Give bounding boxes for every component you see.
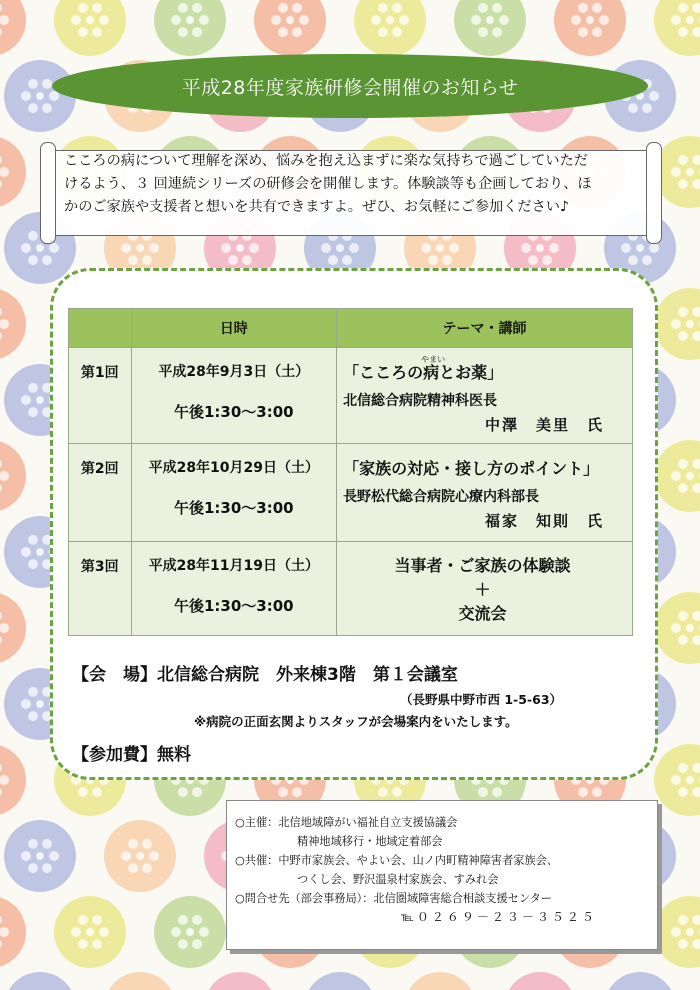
theme-title-post: とお薬」 (439, 363, 504, 382)
organizer-box (226, 800, 658, 950)
table-row (69, 542, 633, 636)
session-number: 第3回 (69, 542, 132, 636)
flower-circle-icon (4, 972, 76, 990)
cohost-names: 中野市家族会、やよい会、山ノ内町精神障害者家族会、 (278, 854, 559, 867)
theme-line: 当事者・ご家族の体験談 (394, 556, 571, 575)
flower-circle-icon (204, 972, 276, 990)
session-theme (337, 348, 633, 444)
session-theme (337, 542, 633, 636)
venue-address: （長野県中野市西 1-5-63） (400, 692, 563, 707)
session-time: 午後1:30～3:00 (174, 403, 294, 421)
flower-circle-icon (654, 288, 700, 360)
lecturer-affiliation: 長野松代総合病院心療内科部長 (343, 489, 540, 505)
lecturer-affiliation: 北信総合病院精神科医長 (343, 393, 498, 409)
flower-circle-icon (654, 896, 700, 968)
flower-circle-icon (104, 972, 176, 990)
flower-circle-icon (54, 0, 126, 56)
session-number: 第1回 (69, 348, 132, 444)
flower-circle-icon (654, 592, 700, 664)
table-row (69, 444, 633, 542)
flower-circle-icon (0, 896, 26, 968)
flower-circle-icon (0, 744, 26, 816)
contact-name: 北信圏域障害総合相談支援センター (373, 892, 552, 905)
ruby-reading: やまい (421, 355, 446, 364)
session-number: 第2回 (69, 444, 132, 542)
cohost-names-2: つくし会、野沢温泉村家族会、すみれ会 (297, 873, 499, 886)
flower-circle-icon (4, 60, 76, 132)
venue-line: 【会 場】北信総合病院 外来棟3階 第１会議室 (72, 665, 458, 685)
flower-circle-icon (654, 744, 700, 816)
flower-circle-icon (404, 972, 476, 990)
flower-circle-icon (554, 0, 626, 56)
intro-line: けるよう、３ 回連続シリーズの研修会を開催します。体験談等も企画しており、ほ (64, 176, 592, 192)
cohost-label: ○共催： (235, 854, 279, 867)
session-datetime (131, 444, 337, 542)
theme-title-pre: 「こころの (343, 363, 424, 382)
flower-circle-icon (304, 972, 376, 990)
fee-line: 【参加費】無料 (72, 745, 191, 765)
flower-circle-icon (604, 972, 676, 990)
session-time: 午後1:30～3:00 (174, 499, 294, 517)
scroll-roll-right (646, 142, 662, 244)
session-theme (337, 444, 633, 542)
flower-circle-icon (654, 0, 700, 56)
contact-label: ○問合せ先（部会事務局）： (235, 892, 374, 905)
flower-circle-icon (0, 0, 26, 56)
lecturer-name: 福家 知則 氏 (484, 512, 604, 530)
header-cell-date: 日時 (131, 309, 337, 348)
header-cell-theme: テーマ・講師 (337, 309, 633, 348)
flower-circle-icon (0, 288, 26, 360)
ruby-base: 病 (423, 363, 440, 382)
cohost-line (235, 851, 657, 870)
title-banner (52, 54, 648, 118)
intro-line: こころの病について理解を深め、悩みを抱え込まずに楽な気持ちで過ごしていただ (64, 153, 588, 169)
flower-circle-icon (154, 896, 226, 968)
flower-circle-icon (454, 0, 526, 56)
session-datetime (131, 348, 337, 444)
theme-title: 「家族の対応・接し方のポイント」 (343, 459, 600, 478)
tel-line (235, 908, 657, 927)
cohost-line-2 (235, 870, 657, 889)
lecturer-name: 中澤 美里 氏 (484, 416, 604, 434)
host-name: 北信地域障がい福祉自立支援協議会 (278, 816, 458, 829)
flower-circle-icon (654, 440, 700, 512)
flower-circle-icon (0, 592, 26, 664)
intro-line: かのご家族や支援者と想いを共有できますよ。ぜひ、お気軽にご参加ください♪ (64, 199, 570, 215)
flower-circle-icon (0, 440, 26, 512)
session-date: 平成28年9月3日（土） (158, 364, 310, 380)
flower-circle-icon (354, 0, 426, 56)
scroll-roll-left (40, 142, 56, 244)
flower-circle-icon (504, 972, 576, 990)
theme-plus: ＋ (474, 580, 491, 599)
page-title: 平成28年度家族研修会開催のお知らせ (181, 76, 519, 99)
venue-note: ※病院の正面玄関よりスタッフが会場案内をいたします。 (194, 714, 518, 729)
host-line-2 (235, 832, 657, 851)
table-row (69, 348, 633, 444)
host-label: ○主催： (235, 816, 279, 829)
session-date: 平成28年11月19日（土） (148, 558, 320, 574)
theme-title (343, 355, 622, 383)
ruby-word (421, 355, 446, 382)
flower-circle-icon (0, 136, 26, 208)
flower-circle-icon (4, 820, 76, 892)
table-header-row (69, 309, 633, 348)
session-time: 午後1:30～3:00 (174, 597, 294, 615)
schedule-table (68, 308, 633, 636)
session-datetime (131, 542, 337, 636)
contact-line (235, 889, 657, 908)
host-line (235, 813, 657, 832)
flower-circle-icon (54, 896, 126, 968)
flower-circle-icon (104, 820, 176, 892)
session-date: 平成28年10月29日（土） (148, 460, 320, 476)
phone-number: ℡０２６９－２３－３５２５ (401, 910, 597, 924)
host-name-2: 精神地域移行・地域定着部会 (297, 835, 443, 848)
flower-circle-icon (154, 0, 226, 56)
flower-circle-icon (254, 0, 326, 56)
intro-text (64, 150, 646, 219)
header-cell-num (69, 309, 132, 348)
intro-scroll (40, 142, 662, 242)
theme-line: 交流会 (458, 604, 507, 623)
